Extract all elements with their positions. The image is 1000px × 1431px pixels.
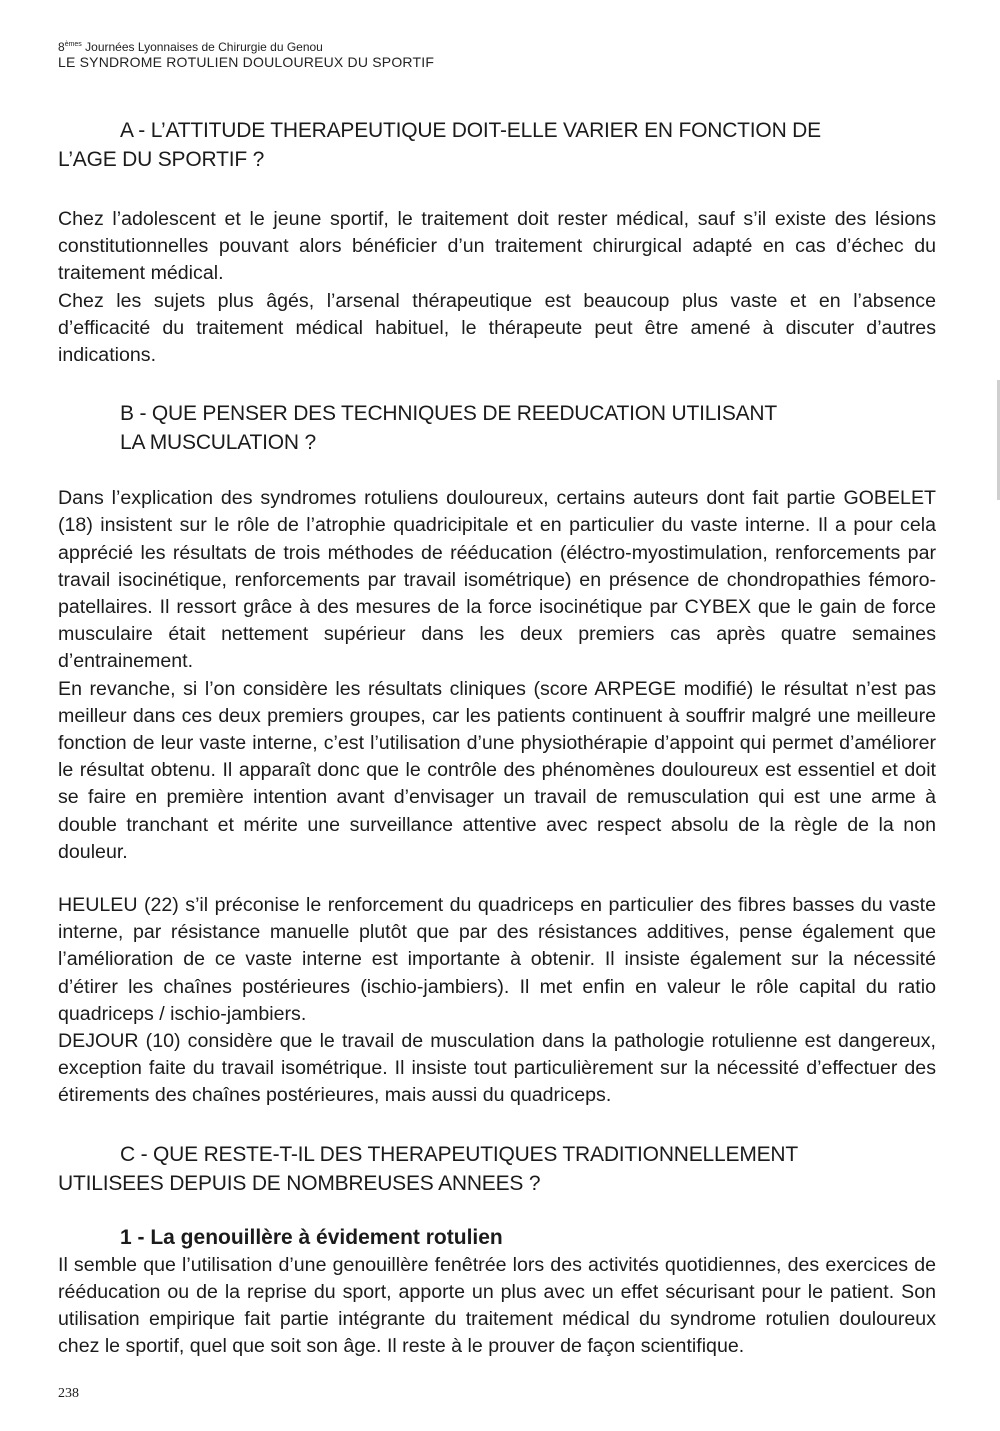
section-b-paragraph-3: HEULEU (22) s’il préconise le renforcement du quadriceps en particulier des fibres basses du vaste interne, par résistance manuelle plutôt que par des résistances additives, pense également que l’amélioration de ce vaste interne est importante à obtenir. Il insiste également sur la nécessité d’étirer les chaînes postérieures (ischio-jambiers). Il met enfin en valeur le rôle capital du ratio quadriceps / ischio-jambiers. — [58, 894, 936, 1025]
section-a-paragraph-2: Chez les sujets plus âgés, l’arsenal thérapeutique est beaucoup plus vaste et en l’absence d’efficacité du traitement médical habituel, le thérapeute peut être amené à discuter d’autres indications. — [58, 289, 936, 367]
section-b-paragraph-4: DEJOUR (10) considère que le travail de musculation dans la pathologie rotulienne est dangereux, exception faite du travail isométrique. Il insiste tout particulièrement sur la nécessité d’effectuer des étirements des chaînes postérieures, mais aussi du quadriceps. — [58, 1030, 936, 1107]
section-c-subsection-1-title: 1 - La genouillère à évidement rotulien — [120, 1225, 503, 1249]
running-header — [58, 38, 434, 71]
section-b-paragraph-1: Dans l’explication des syndromes rotuliens douloureux, certains auteurs dont fait partie GOBELET (18) insistent sur le rôle de l’atrophie quadricipitale et en particulier du vaste interne. Il a pour cela apprécié les résultats de trois méthodes de rééducation (éléctro-myostimulation, renforcements par travail isocinétique, renforcements par travail isométrique) en présence de chondropathies fémoro-patellaires. Il ressort grâce à des mesures de la force isocinétique par CYBEX que le gain de force musculaire était nettement supérieur dans les deux premiers cas après quatre semaines d’entrainement. — [58, 487, 936, 673]
section-a-paragraph-1: Chez l’adolescent et le jeune sportif, le traitement doit rester médical, sauf s’il existe des lésions constitutionnelles pouvant alors bénéficier d’un traitement chirurgical adapté en cas d’échec du traitement médical. — [58, 208, 936, 285]
section-c-subsection-1-paragraph: Il semble que l’utilisation d’une genouillère fenêtrée lors des activités quotidiennes, des exercices de rééducation ou de la reprise du sport, apporte un plus avec un effet sécurisant pour le patient. Son utilisation empirique fait partie intégrante du traitement médical du syndrome rotulien douloureux chez le sportif, quel que soit son âge. Il reste à le prouver de façon scientifique. — [58, 1253, 936, 1358]
page-number: 238 — [58, 1386, 79, 1401]
running-header-title: LE SYNDROME ROTULIEN DOULOUREUX DU SPORTIF — [58, 54, 435, 70]
running-header-conference: 8èmes Journées Lyonnaises de Chirurgie du Genou — [58, 40, 323, 54]
section-b-paragraph-2: En revanche, si l’on considère les résultats cliniques (score ARPEGE modifié) le résultat n’est pas meilleur dans ces deux premiers groupes, car les patients continuent à souffrir malgré une meilleure fonction de leur vaste interne, c’est l’utilisation d’une physiothérapie d’appoint qui permet d’améliorer le résultat obtenu. Il apparaît donc que le contrôle des phénomènes douloureux est essentiel et doit se faire en première intention avant d’envisager un travail de remusculation qui est une arme à double tranchant et mérite une surveillance attentive avec respect absolu de la règle de la non douleur. — [58, 677, 936, 863]
section-b-title: B - QUE PENSER DES TECHNIQUES DE REEDUCATION UTILISANT LA MUSCULATION ? — [120, 402, 778, 455]
main-content — [58, 116, 936, 1361]
section-a-title: A - L’ATTITUDE THERAPEUTIQUE DOIT-ELLE VARIER EN FONCTION DE L’AGE DU SPORTIF ? — [58, 119, 821, 171]
section-c-title: C - QUE RESTE-T-IL DES THERAPEUTIQUES TRADITIONNELLEMENT UTILISEES DEPUIS DE NOMBREUSES ANNEES ? — [58, 1142, 799, 1195]
